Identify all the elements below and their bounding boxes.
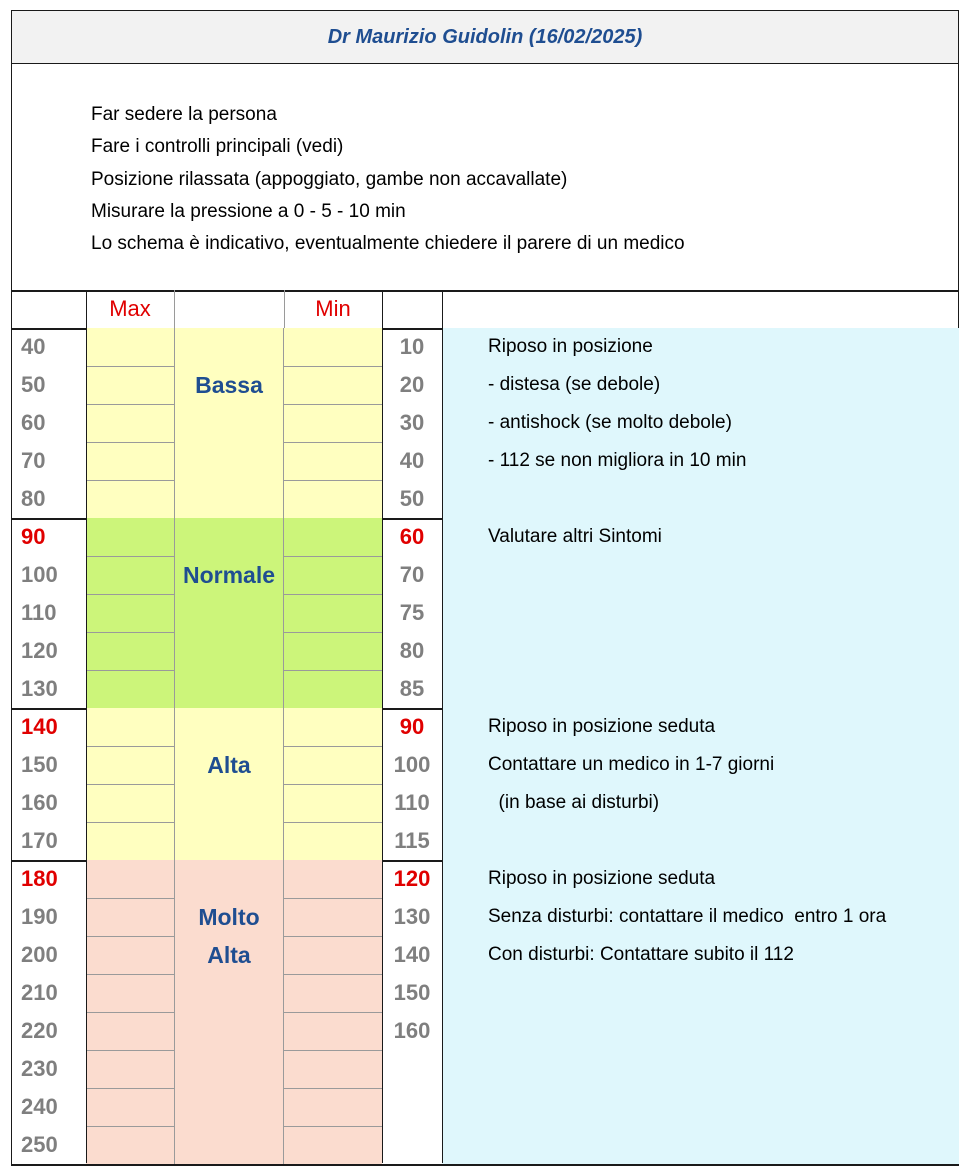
row-divider [86, 670, 174, 671]
row-divider [284, 936, 382, 937]
row-divider [284, 404, 382, 405]
max-scale-value: 160 [21, 790, 58, 815]
row-divider [284, 1126, 382, 1127]
max-scale-value: 110 [21, 600, 57, 625]
row-divider [86, 784, 174, 785]
min-scale-value: 40 [399, 448, 425, 473]
max-scale-value: 220 [21, 1018, 58, 1043]
zone-name-line: Bassa [195, 372, 263, 398]
row-divider [284, 784, 382, 785]
row-divider [86, 632, 174, 633]
zone-name-line: Alta [207, 942, 251, 968]
min-scale-value: 90 [399, 714, 425, 739]
zone-name [174, 556, 284, 594]
row-divider [86, 1050, 174, 1051]
min-scale-value: 140 [393, 942, 431, 967]
min-header: Min [315, 296, 351, 321]
min-scale-value: 130 [393, 904, 431, 929]
min-scale-value: 160 [393, 1018, 431, 1043]
max-scale-value: 80 [21, 486, 46, 511]
zone-name-line: Alta [207, 752, 251, 778]
max-scale-value: 230 [21, 1056, 58, 1081]
zone-name [174, 366, 284, 404]
zone-name [174, 898, 284, 974]
zone-name-line: Normale [182, 562, 276, 588]
col-border-adv-left [442, 290, 443, 1163]
advice-line: - 112 se non migliora in 10 min [488, 450, 747, 471]
row-divider [284, 632, 382, 633]
max-scale-value: 250 [21, 1132, 58, 1157]
row-divider [86, 442, 174, 443]
advice-line: Riposo in posizione seduta [488, 868, 716, 889]
row-divider [284, 746, 382, 747]
max-scale-value: 170 [21, 828, 58, 853]
instruction-item: Far sedere la persona [91, 104, 277, 125]
advice-line: - distesa (se debole) [488, 374, 661, 395]
max-scale-value: 40 [21, 334, 46, 359]
advice-line: Riposo in posizione seduta [488, 716, 716, 737]
min-scale-value: 80 [399, 638, 425, 663]
max-scale-value: 100 [21, 562, 58, 587]
row-divider [86, 822, 174, 823]
row-divider [86, 1012, 174, 1013]
col-border-zone-left [174, 290, 175, 328]
instruction-item: Lo schema è indicativo, eventualmente chiedere il parere di un medico [91, 233, 685, 255]
min-scale-value: 75 [399, 600, 425, 625]
row-divider [284, 974, 382, 975]
row-divider [86, 594, 174, 595]
min-zone-fill [284, 518, 382, 708]
advice-line: Con disturbi: Contattare subito il 112 [488, 944, 794, 965]
min-scale-value: 150 [393, 980, 431, 1005]
min-zone-fill [284, 328, 382, 518]
instruction-item: Misurare la pressione a 0 - 5 - 10 min [91, 200, 406, 222]
zone-name-line: Molto [198, 904, 260, 930]
max-scale-value: 140 [21, 714, 58, 739]
row-divider [86, 556, 174, 557]
max-scale-value: 60 [21, 410, 46, 435]
row-divider [284, 480, 382, 481]
row-divider [86, 898, 174, 899]
min-scale-value: 100 [393, 752, 431, 777]
min-scale-value: 60 [399, 524, 425, 549]
col-border-zone-right [284, 290, 285, 328]
advice-line: (in base ai disturbi) [488, 792, 660, 813]
col-border-num-left [382, 290, 383, 1163]
row-divider [284, 670, 382, 671]
zone-name [174, 746, 284, 784]
max-scale-value: 50 [21, 372, 46, 397]
min-scale-value: 120 [393, 866, 431, 891]
row-divider [86, 746, 174, 747]
row-divider [284, 1012, 382, 1013]
row-divider [284, 366, 382, 367]
max-scale-value: 150 [21, 752, 58, 777]
max-scale-value: 210 [21, 980, 58, 1005]
row-divider [86, 974, 174, 975]
min-scale-value: 70 [399, 562, 425, 587]
max-scale-value: 130 [21, 676, 58, 701]
max-zone-fill [86, 518, 174, 708]
min-scale-value: 50 [399, 486, 425, 511]
row-divider [86, 480, 174, 481]
row-divider [86, 1088, 174, 1089]
max-scale-value: 200 [21, 942, 58, 967]
min-scale-value: 85 [399, 676, 425, 701]
min-scale-value: 10 [399, 334, 425, 359]
max-scale-value: 70 [21, 448, 46, 473]
zone-name-fill [174, 518, 284, 708]
row-divider [284, 556, 382, 557]
min-scale-value: 30 [399, 410, 425, 435]
row-divider [284, 594, 382, 595]
advice-line: Valutare altri Sintomi [488, 526, 662, 547]
row-divider [86, 404, 174, 405]
zone-border [11, 1164, 959, 1166]
row-divider [86, 366, 174, 367]
advice-line: Senza disturbi: contattare il medico entro 1 ora [488, 906, 887, 927]
document-title: Dr Maurizio Guidolin (16/02/2025) [12, 11, 958, 64]
min-scale-value: 110 [394, 790, 430, 815]
max-zone-fill [86, 328, 174, 518]
advice-line: Contattare un medico in 1-7 giorni [488, 754, 775, 775]
row-divider [284, 442, 382, 443]
max-scale-value: 180 [21, 866, 58, 891]
row-divider [284, 822, 382, 823]
advice-line: Riposo in posizione [488, 336, 653, 357]
max-scale-value: 190 [21, 904, 58, 929]
zone-name-fill [174, 708, 284, 860]
zone-name-fill [174, 328, 284, 518]
instruction-item: Posizione rilassata (appoggiato, gambe non accavallate) [91, 168, 568, 190]
max-header: Max [109, 296, 151, 321]
row-divider [284, 898, 382, 899]
instruction-item: Fare i controlli principali (vedi) [91, 136, 344, 158]
max-scale-value: 240 [21, 1094, 58, 1119]
row-divider [86, 936, 174, 937]
row-divider [86, 1126, 174, 1127]
max-scale-value: 120 [21, 638, 58, 663]
min-scale-value: 20 [399, 372, 425, 397]
advice-line: - antishock (se molto debole) [488, 412, 732, 433]
max-scale-value: 90 [21, 524, 46, 549]
row-divider [284, 1088, 382, 1089]
min-scale-value: 115 [394, 828, 430, 853]
row-divider [284, 1050, 382, 1051]
instructions-list [91, 99, 685, 260]
col-border-max-left [86, 290, 87, 1163]
